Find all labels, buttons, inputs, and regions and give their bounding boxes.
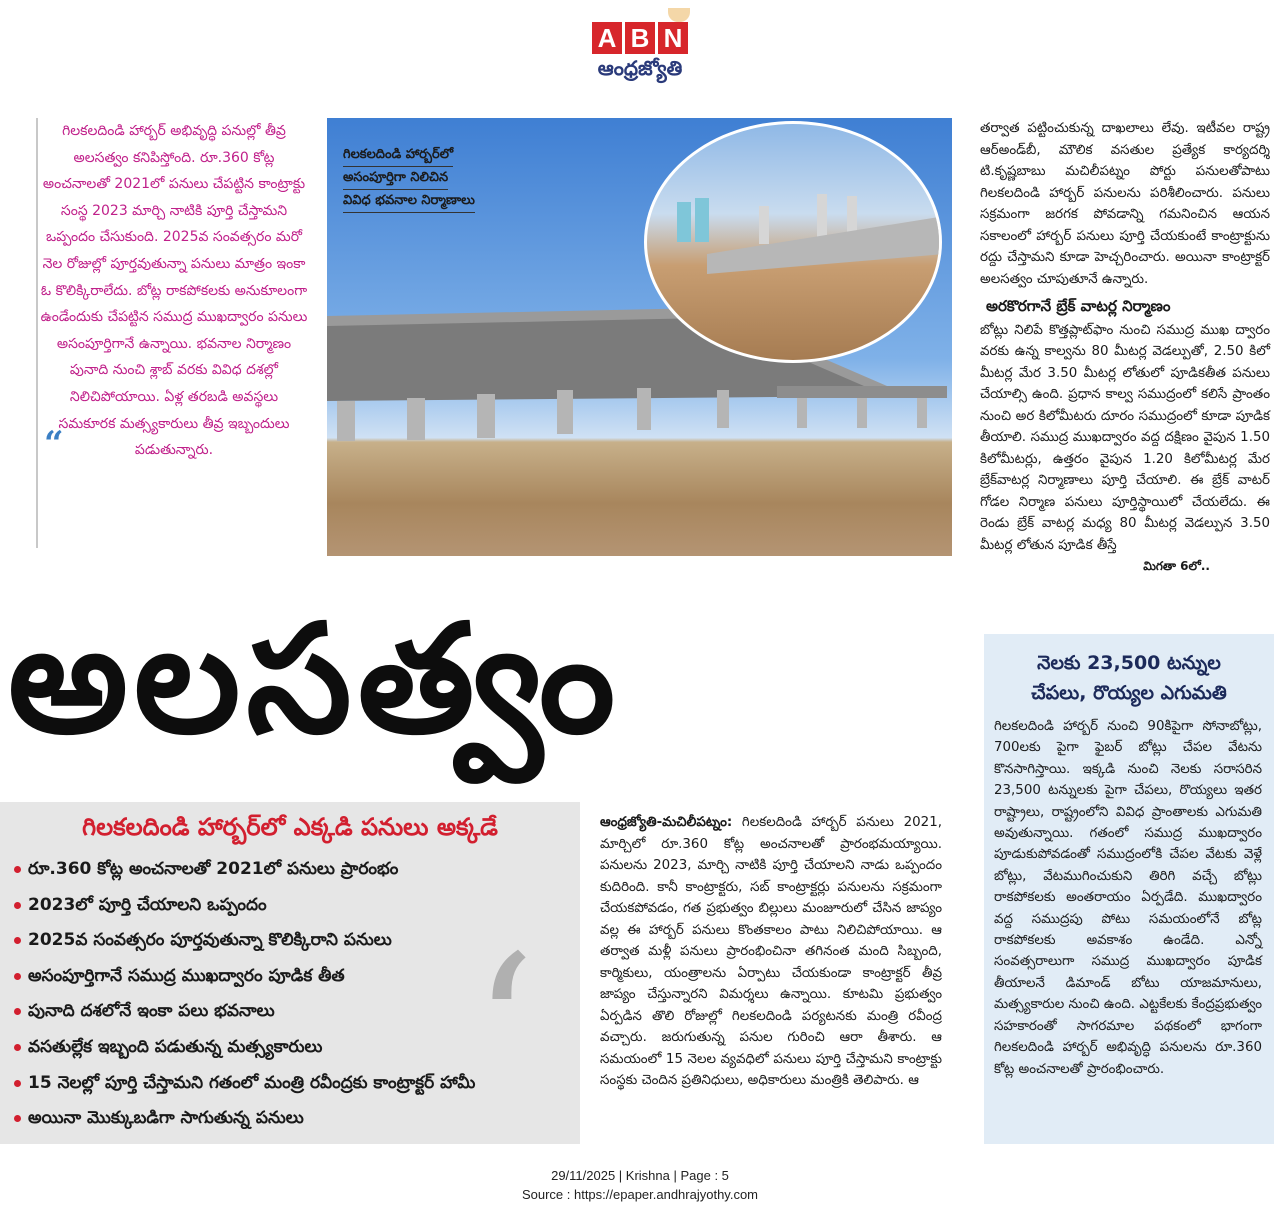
right-paragraph: బోట్లు నిలిపే కొత్తప్లాట్‌ఫాం నుంచి సముద్ర ముఖ ద్వారం వరకు ఉన్న కాల్వను 80 మీటర్ల వెడల్పుతో, 2.50 కిలో మీటర్ల మేర 3.50 మీటర్ల లోతులో పూడికతీత పనులు చేయాల్సి ఉంది. ప్రధాన కాల్వ సముద్రంలో కలిసే ప్రాంతం నుంచి అర కిలోమీటరు దూరం సముద్రంలో కూడా పూడిక తీయాలి. సముద్ర ముఖద్వారం వద్ద దక్షిణం వైపున 1.50 కిలోమీటర్లు, ఉత్తరం వైపున 1.20 కిలోమీటర్ల మేర బ్రేక్‌వాటర్ల నిర్మాణాలు పూర్తి చేయాలి. ఈ బ్రేక్ వాటర్ గోడల నిర్మాణ పనులు పూర్తిస్థాయిలో చేయలేదు. ఈ రెండు బ్రేక్ వాటర్ల మధ్య 80 మీటర్ల వెడల్పున 3.50 మీటర్ల లోతున పూడిక తీస్తే (980, 322, 1270, 553)
caption-line: గిలకలదిండి హార్బర్‌లో (343, 144, 453, 167)
highlights-list (0, 852, 580, 1146)
logo-letter: N (658, 22, 688, 54)
right-column-article (980, 118, 1270, 578)
highlight-item: 2025వ సంవత్సరం పూర్తవుతున్నా కొలిక్కిరాని పనులు (14, 923, 580, 959)
intro-divider (36, 118, 38, 548)
continued-label: మిగతా 6లో.. (1143, 559, 1210, 573)
quote-icon: ‘ (472, 913, 536, 1146)
abn-letters (592, 22, 688, 54)
harbor-photo (327, 118, 952, 556)
highlight-item: అయినా మొక్కుబడిగా సాగుతున్న పనులు (14, 1101, 580, 1137)
footer-date-edition: 29/11/2025 | Krishna | Page : 5 (551, 1168, 729, 1183)
sidebox-title-line: చేపలు, రొయ్యల ఎగుమతి (1031, 682, 1227, 704)
export-sidebox (984, 634, 1274, 1144)
main-headline: అలసత్వం (8, 593, 622, 767)
right-subheading: అరకొరగానే బ్రేక్ వాటర్ల నిర్మాణం (986, 297, 1171, 315)
highlight-item: 2023లో పూర్తి చేయాలని ఒప్పందం (14, 888, 580, 924)
logo-letter: B (625, 22, 655, 54)
article-body: గిలకలదిండి హార్బర్ పనులు 2021, మార్చిలో రూ.360 కోట్ల అంచనాలతో ప్రారంభమయ్యాయి. పనులను 2023, మార్చి నాటికి పూర్తి చేయాలని నాడు ఒప్పందం కుదిరింది. కానీ కాంట్రాక్టరు, సబ్ కాంట్రాక్టర్లు పనులను సక్రమంగా చేయకపోవడం, గత ప్రభుత్వం బిల్లులు మంజూరులో చేసిన జాప్యం వల్ల ఈ హార్బర్ పనులు కొంతకాలం పాటు నిలిచిపోయాయి. ఆ తర్వాత మళ్లీ పనులు ప్రారంభించినా తగినంత మంది సిబ్బంది, కార్మికులు, యంత్రాలను ఏర్పాటు చేయకుండా కాంట్రాక్టర్ తీవ్ర జాప్యం చేస్తున్నారని విమర్శలు ఉన్నాయి. కూటమి ప్రభుత్వం ఏర్పడిన తొలి రోజుల్లో గిలకలదిండి పర్యటనకు మంత్రి రవీంద్ర వచ్చారు. జరుగుతున్న పనుల గురించి ఆరా తీశారు. ఆ సమయంలో 15 నెలల వ్యవధిలో పనులు పూర్తి చేస్తామని కాంట్రాక్టు సంస్థకు చెందిన ప్రతినిధులు, అధికారులు మంత్రికి తెలిపారు. ఆ (600, 815, 942, 1088)
cup-icon (668, 8, 690, 22)
footer-source: Source : https://epaper.andhrajyothy.com (521, 1187, 759, 1202)
highlight-item: పునాది దశలోనే ఇంకా పలు భవనాలు (14, 994, 580, 1030)
inset-illustration (647, 124, 942, 363)
highlight-item: అసంపూర్తిగానే సముద్ర ముఖద్వారం పూడిక తీత (14, 959, 580, 995)
main-article (600, 812, 942, 1092)
photo-caption (343, 144, 533, 213)
highlight-item: 15 నెలల్లో పూర్తి చేస్తామని గతంలో మంత్రి రవీంద్రకు కాంట్రాక్టర్ హామీ (14, 1066, 580, 1102)
masthead-subtitle: ఆంధ్రజ్యోతి (597, 56, 683, 80)
intro-text: గిలకలదిండి హార్బర్ అభివృద్ధి పనుల్లో తీవ్ర అలసత్వం కనిపిస్తోంది. రూ.360 కోట్ల అంచనాలతో 2021లో పనులు చేపట్టిన కాంట్రాక్టు సంస్థ 2023 మార్చి నాటికి పూర్తి చేస్తామని ఒప్పందం చేసుకుంది. 2025వ సంవత్సరం మరో నెల రోజుల్లో పూర్తవుతున్నా పనులు మాత్రం ఇంకా ఓ కొలిక్కిరాలేదు. బోట్ల రాకపోకలకు అనుకూలంగా ఉండేందుకు చేపట్టిన సముద్ర ముఖద్వారం పనులు అసంపూర్తిగానే ఉన్నాయి. భవనాల నిర్మాణం పునాది నుంచి శ్లాబ్ వరకు వివిధ దశల్లో నిలిచిపోయాయి. ఏళ్ల తరబడి అవస్థలు సమకూరక మత్స్యకారులు తీవ్ర ఇబ్బందులు పడుతున్నారు. (40, 123, 308, 459)
highlights-box (0, 802, 580, 1144)
article-dateline: ఆంధ్రజ్యోతి-మచిలీపట్నం: (600, 815, 733, 830)
logo-letter: A (592, 22, 622, 54)
intro-column (40, 118, 308, 558)
caption-line: వివిధ భవనాల నిర్మాణాలు (343, 190, 475, 213)
highlight-item: వసతుల్లేక ఇబ్బంది పడుతున్న మత్స్యకారులు (14, 1030, 580, 1066)
quote-icon: “ (44, 424, 64, 464)
sidebox-title (984, 634, 1274, 708)
page-footer (0, 1166, 1280, 1204)
highlight-item: రూ.360 కోట్ల అంచనాలతో 2021లో పనులు ప్రారంభం (14, 852, 580, 888)
masthead-logo (560, 8, 720, 88)
sidebox-title-line: నెలకు 23,500 టన్నుల (1037, 652, 1221, 674)
inset-photo (644, 121, 942, 363)
caption-line: అసంపూర్తిగా నిలిచిన (343, 167, 448, 190)
right-paragraph: తర్వాత పట్టించుకున్న దాఖలాలు లేవు. ఇటీవల రాష్ట్ర ఆర్‌అండ్‌బీ, మౌలిక వసతుల ప్రత్యేక కార్యదర్శి టి.కృష్ణబాబు మచిలీపట్నం పోర్టు పనులతోపాటు గిలకలదిండి హార్బర్ పనులను పరిశీలించారు. పనులు సక్రమంగా జరగక పోవడాన్ని గమనించిన ఆయన సకాలంలో హార్బర్ పనులు పూర్తి చేయకుంటే కాంట్రాక్టును రద్దు చేస్తామని కూడా హెచ్చరించారు. అయినా కాంట్రాక్టర్ అలసత్వం చూపుతూనే ఉన్నారు. (980, 121, 1270, 287)
highlights-title: గిలకలదిండి హార్బర్‌లో ఎక్కడి పనులు అక్కడే (82, 813, 498, 841)
sidebox-body: గిలకలదిండి హార్బర్ నుంచి 90కిపైగా సోనాబోట్లు, 700లకు పైగా ఫైబర్ బోట్లు చేపల వేటను కొనసాగిస్తాయి. ఇక్కడి నుంచి నెలకు సరాసరిన 23,500 టన్నులకు పైగా చేపలు, రొయ్యలు ఇతర రాష్ట్రాలు, రాష్ట్రంలోని వివిధ ప్రాంతాలకు ఎగుమతి అవుతున్నాయి. గతంలో సముద్ర ముఖద్వారం పూడుకుపోవడంతో సముద్రంలోకి చేపల వేటకు వెళ్లే బోట్లు, వేటముగించుకుని తిరిగి వచ్చే బోట్లు రాకపోకలకు అంతరాయం ఏర్పడేది. ముఖద్వారం వద్ద సముద్రపు పోటు సమయంలోనే బోట్ల రాకపోకలకు అవకాశం ఉండేది. ఎన్నో సంవత్సరాలుగా సముద్ర ముఖద్వారం పూడిక తీయాలనే డిమాండ్ బోటు యాజమానులు, మత్స్యకారుల నుంచి ఉంది. ఎట్టకేలకు కేంద్రప్రభుత్వం సహకారంతో సాగరమాల పథకంలో భాగంగా గిలకలదిండి హార్బర్ అభివృద్ధి పనులను రూ.360 కోట్ల అంచనాలతో ప్రారంభించారు. (994, 719, 1262, 1077)
